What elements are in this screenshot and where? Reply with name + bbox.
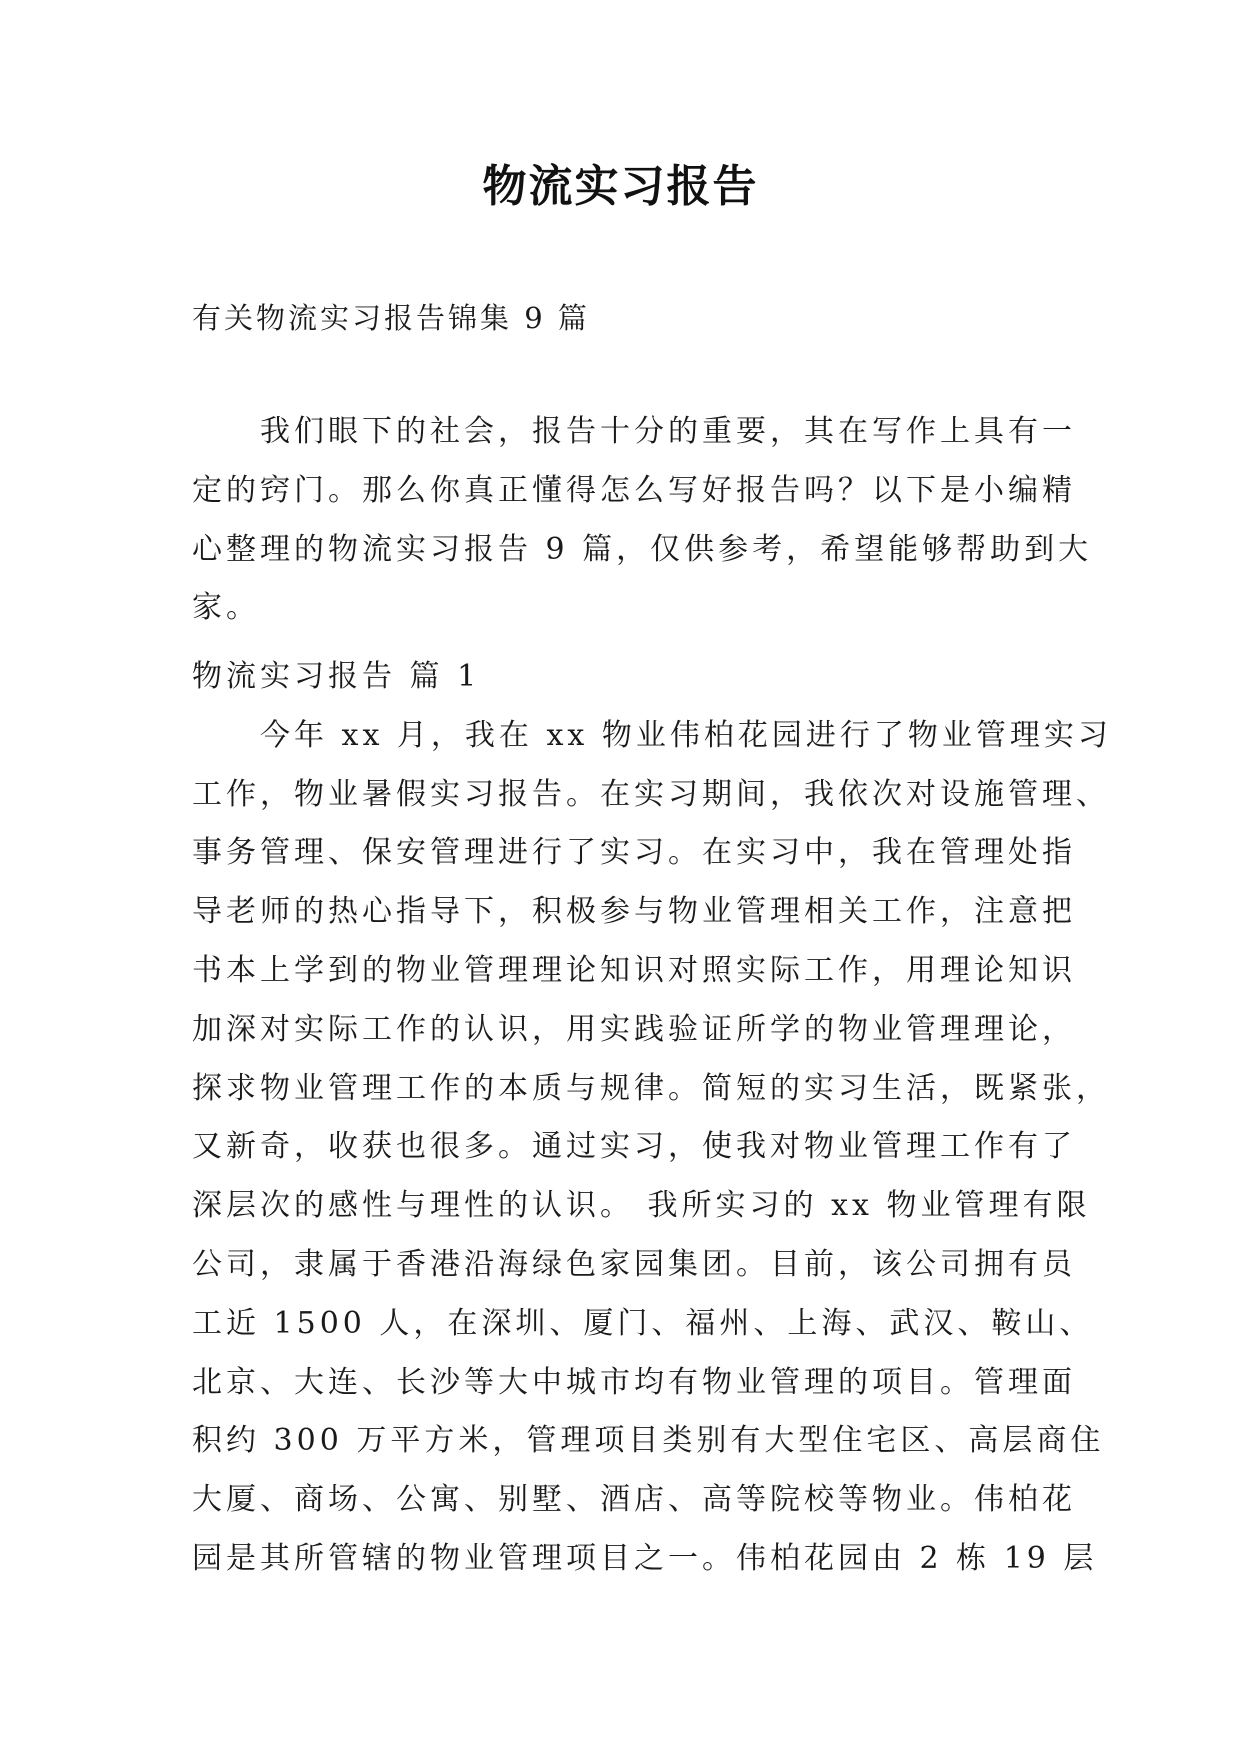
section-line: 深层次的感性与理性的认识。 我所实习的 xx 物业管理有限 — [192, 1188, 1091, 1224]
section-line: 事务管理、保安管理进行了实习。在实习中，我在管理处指 — [192, 835, 1076, 871]
section-line: 工作，物业暑假实习报告。在实习期间，我依次对设施管理、 — [192, 776, 1110, 812]
intro-line: 我们眼下的社会，报告十分的重要，其在写作上具有一 — [192, 414, 1076, 449]
intro-line: 心整理的物流实习报告 9 篇，仅供参考，希望能够帮助到大 — [192, 531, 1093, 567]
section-line: 又新奇，收获也很多。通过实习，使我对物业管理工作有了 — [192, 1129, 1076, 1165]
section-heading: 物流实习报告 篇 1 — [192, 659, 481, 694]
document-title: 物流实习报告 — [482, 161, 759, 212]
section-line: 大厦、商场、公寓、别墅、酒店、高等院校等物业。伟柏花 — [192, 1482, 1076, 1518]
section-line: 导老师的热心指导下，积极参与物业管理相关工作，注意把 — [192, 894, 1076, 930]
section-line: 加深对实际工作的认识，用实践验证所学的物业管理理论， — [192, 1011, 1076, 1047]
intro-line: 家。 — [192, 590, 260, 626]
section-1 — [192, 648, 1112, 1589]
section-line: 书本上学到的物业管理理论知识对照实际工作，用理论知识 — [192, 952, 1076, 988]
section-line: 今年 xx 月，我在 xx 物业伟柏花园进行了物业管理实习 — [192, 717, 1112, 753]
section-line: 公司，隶属于香港沿海绿色家园集团。目前，该公司拥有员 — [192, 1246, 1076, 1282]
section-line: 北京、大连、长沙等大中城市均有物业管理的项目。管理面 — [192, 1364, 1076, 1400]
intro-line: 定的窍门。那么你真正懂得怎么写好报告吗？以下是小编精 — [192, 472, 1076, 508]
section-line: 工近 1500 人，在深圳、厦门、福州、上海、武汉、鞍山、 — [192, 1305, 1094, 1341]
section-line: 园是其所管辖的物业管理项目之一。伟柏花园由 2 栋 19 层 — [192, 1540, 1098, 1576]
intro-paragraph — [192, 403, 1093, 638]
section-line: 探求物业管理工作的本质与规律。简短的实习生活，既紧张， — [192, 1070, 1110, 1106]
section-line: 积约 300 万平方米，管理项目类别有大型住宅区、高层商住 — [192, 1423, 1105, 1459]
document-subtitle: 有关物流实习报告锦集 9 篇 — [192, 301, 590, 335]
